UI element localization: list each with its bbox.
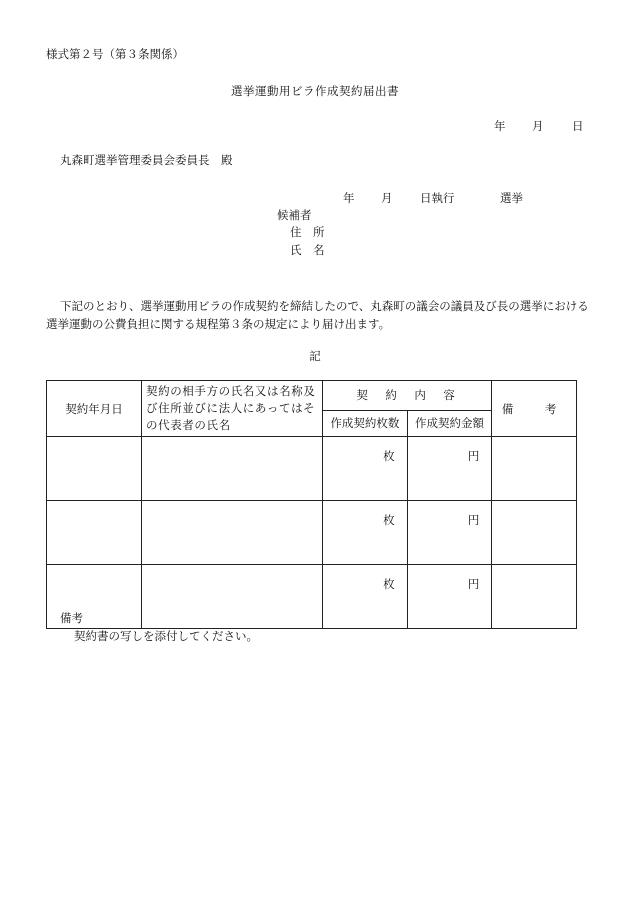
- date-year-label: 年: [494, 119, 506, 133]
- cell-remarks[interactable]: [492, 565, 577, 629]
- candidate-label: 候補者: [277, 208, 312, 222]
- cell-contract-amount[interactable]: [407, 437, 492, 501]
- col-sheet-count: 作成契約枚数: [323, 410, 408, 436]
- cell-contract-date[interactable]: [47, 437, 142, 501]
- candidate-name-label: 氏 名: [290, 243, 325, 257]
- cell-contract-amount[interactable]: [407, 501, 492, 565]
- candidate-address-label: 住 所: [290, 225, 325, 239]
- cell-contract-party[interactable]: [142, 565, 323, 629]
- col-contract-details: 契 約 内 容: [323, 381, 492, 411]
- election-label: 選挙: [500, 191, 523, 205]
- yen-unit: 円: [467, 449, 480, 463]
- yen-unit: 円: [467, 513, 480, 527]
- addressee: 丸森町選挙管理委員会委員長 殿: [60, 153, 233, 167]
- cell-contract-date[interactable]: [47, 501, 142, 565]
- sheet-unit: 枚: [383, 449, 395, 463]
- cell-contract-party[interactable]: [142, 437, 323, 501]
- yen-unit: 円: [467, 577, 480, 591]
- cell-contract-party[interactable]: [142, 501, 323, 565]
- form-number: 様式第２号（第３条関係）: [46, 47, 184, 61]
- document-title: 選挙運動用ビラ作成契約届出書: [231, 84, 399, 98]
- table-row: [47, 565, 577, 629]
- cell-contract-amount[interactable]: [407, 565, 492, 629]
- cell-remarks[interactable]: [492, 501, 577, 565]
- election-month-label: 月: [381, 191, 393, 205]
- sheet-unit: 枚: [383, 577, 395, 591]
- election-held-label: 日執行: [420, 191, 455, 205]
- election-year-label: 年: [343, 191, 355, 205]
- remarks-label: 備考: [60, 611, 83, 625]
- body-text: 下記のとおり、選挙運動用ビラの作成契約を締結したので、丸森町の議会の議員及び長の選挙における選挙運動の公費負担に関する規程第３条の規定により届け出ます。: [46, 299, 589, 331]
- table-header-row: [47, 381, 577, 411]
- table-row: [47, 437, 577, 501]
- cell-sheet-count[interactable]: [323, 501, 408, 565]
- cell-remarks[interactable]: [492, 437, 577, 501]
- cell-sheet-count[interactable]: [323, 437, 408, 501]
- contract-table: [46, 380, 577, 629]
- col-contract-party: 契約の相手方の氏名又は名称及び住所並びに法人にあってはその代表者の氏名: [142, 381, 323, 437]
- ki-heading: 記: [309, 349, 321, 363]
- table-row: [47, 501, 577, 565]
- col-contract-amount: 作成契約金額: [407, 410, 492, 436]
- sheet-unit: 枚: [383, 513, 395, 527]
- col-remarks: 備 考: [492, 381, 577, 437]
- date-day-label: 日: [572, 119, 584, 133]
- col-contract-date: 契約年月日: [47, 381, 142, 437]
- date-month-label: 月: [532, 119, 544, 133]
- remarks-note: 契約書の写しを添付してください。: [74, 629, 258, 643]
- election-info: [343, 193, 523, 205]
- submission-date: [494, 121, 584, 133]
- cell-sheet-count[interactable]: [323, 565, 408, 629]
